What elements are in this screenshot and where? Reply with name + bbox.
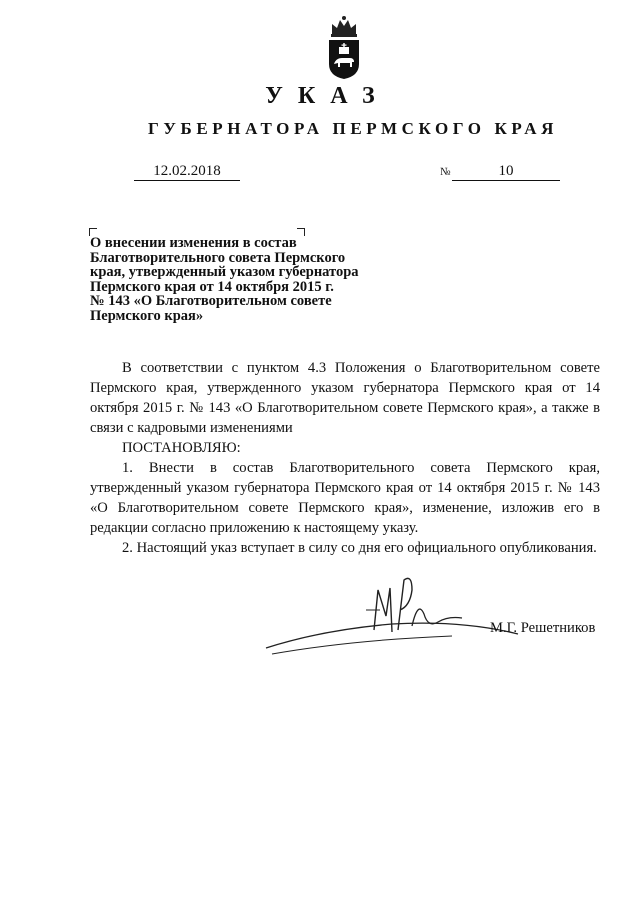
subject-line: Пермского края от 14 октября 2015 г. bbox=[90, 278, 334, 295]
subject-corner-right bbox=[297, 228, 305, 236]
item-1-paragraph: 1. Внести в состав Благотворительного совета Пермского края, утвержденный указом губернатора Пермского края от 14 октября 2015 г. № 143 «О Благотворительном совете Пермского края», изменение, изложив его в редакции согласно приложению к настоящему указу. bbox=[90, 460, 600, 536]
item-2-paragraph: 2. Настоящий указ вступает в силу со дня его официального опубликования. bbox=[122, 540, 597, 556]
subject-line: края, утвержденный указом губернатора bbox=[90, 264, 359, 281]
number-label: № bbox=[440, 166, 451, 178]
subject-line: О внесении изменения в состав bbox=[90, 235, 297, 251]
decree-body bbox=[90, 358, 600, 558]
subject-line: Благотворительного совета Пермского bbox=[90, 249, 346, 266]
signer-name: М.Г. Решетников bbox=[490, 620, 596, 636]
decree-keyword: ПОСТАНОВЛЯЮ: bbox=[122, 440, 241, 456]
decree-subject bbox=[90, 236, 390, 324]
handwritten-signature bbox=[262, 570, 522, 670]
decree-date: 12.02.2018 bbox=[134, 163, 240, 181]
subject-line: № 143 «О Благотворительном совете bbox=[90, 293, 332, 310]
decree-number: 10 bbox=[452, 163, 560, 181]
document-title: УКАЗ bbox=[265, 83, 390, 109]
preamble-paragraph: В соответствии с пунктом 4.3 Положения о Благотворительном совете Пермского края, утвержденного указом губернатора Пермского края от 14 октября 2015 г. № 143 «О Благотворительном совете Пермского края», а также в связи с кадровыми изменениями bbox=[90, 360, 600, 436]
subject-line: Пермского края» bbox=[90, 307, 204, 324]
document-issuer: ГУБЕРНАТОРА ПЕРМСКОГО КРАЯ bbox=[148, 119, 558, 138]
perm-krai-coat-of-arms-icon bbox=[326, 14, 362, 80]
